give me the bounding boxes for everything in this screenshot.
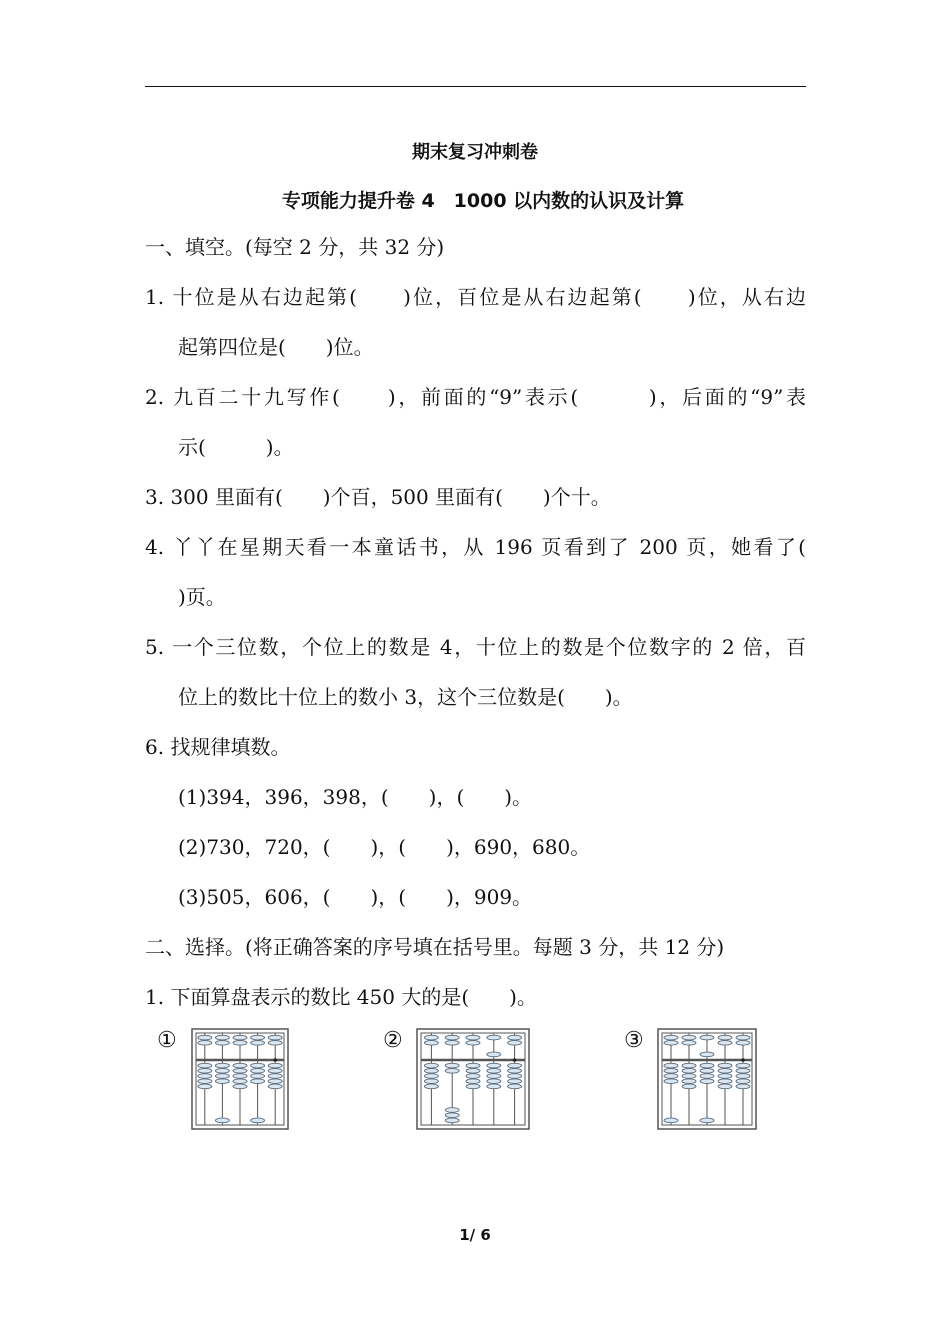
- abacus-bead: [718, 1041, 732, 1046]
- page-title: 期末复习冲刺卷: [412, 142, 538, 163]
- abacus-bead: [508, 1079, 522, 1084]
- abacus-bead: [424, 1035, 438, 1040]
- option-2-label: ②: [383, 1028, 403, 1053]
- abacus-bead: [700, 1074, 714, 1079]
- abacus-bead: [736, 1069, 750, 1074]
- abacus-bead: [700, 1035, 714, 1040]
- abacus-bead: [718, 1063, 732, 1068]
- abacus-bead: [682, 1069, 696, 1074]
- abacus-bead: [736, 1079, 750, 1084]
- option-1-label: ①: [157, 1028, 177, 1053]
- abacus-bead: [251, 1035, 265, 1040]
- q4-line2: )页。: [178, 585, 226, 609]
- abacus-bead: [424, 1041, 438, 1046]
- abacus-bead: [466, 1035, 480, 1040]
- abacus-bead: [508, 1074, 522, 1079]
- abacus-bead: [682, 1079, 696, 1084]
- abacus-bead: [268, 1084, 282, 1089]
- abacus-bead: [445, 1041, 459, 1046]
- abacus-bead: [736, 1074, 750, 1079]
- abacus-bead: [508, 1041, 522, 1046]
- abacus-bead: [445, 1035, 459, 1040]
- abacus-bead: [700, 1118, 714, 1123]
- abacus-bead: [198, 1041, 212, 1046]
- abacus-bead: [268, 1069, 282, 1074]
- abacus-bead: [215, 1041, 229, 1046]
- abacus-bead: [664, 1079, 678, 1084]
- abacus-option-2: [416, 1028, 530, 1130]
- page-number: 1/ 6: [459, 1226, 491, 1244]
- abacus-bead: [198, 1084, 212, 1089]
- abacus-bead: [682, 1084, 696, 1089]
- abacus-bead: [424, 1069, 438, 1074]
- abacus-bead: [424, 1079, 438, 1084]
- abacus-bead: [424, 1084, 438, 1089]
- abacus-bead: [487, 1052, 501, 1057]
- abacus-bead: [718, 1069, 732, 1074]
- abacus-bead: [487, 1074, 501, 1079]
- q5-line2: 位上的数比十位上的数小 3，这个三位数是( )。: [178, 685, 633, 709]
- option-3-label: ③: [624, 1028, 644, 1053]
- q6-sub1: (1)394，396，398，( )，( )。: [178, 785, 533, 809]
- section2-heading: 二、选择。(将正确答案的序号填在括号里。每题 3 分，共 12 分): [145, 935, 725, 959]
- abacus-bead: [682, 1063, 696, 1068]
- abacus-bead: [215, 1079, 229, 1084]
- abacus-bead: [466, 1084, 480, 1089]
- abacus-bead: [700, 1052, 714, 1057]
- abacus-bead: [268, 1079, 282, 1084]
- s2-q1-text: 1. 下面算盘表示的数比 450 大的是( )。: [145, 985, 537, 1009]
- abacus-bead: [664, 1118, 678, 1123]
- abacus-bead: [424, 1074, 438, 1079]
- q1-line1: 1. 十位是从右边起第( )位，百位是从右边起第( )位，从右边: [145, 285, 806, 309]
- abacus-bead: [508, 1069, 522, 1074]
- abacus-bead: [198, 1069, 212, 1074]
- abacus-bead: [508, 1063, 522, 1068]
- abacus-bead: [700, 1063, 714, 1068]
- abacus-bead: [198, 1035, 212, 1040]
- abacus-bead: [718, 1035, 732, 1040]
- abacus-bead: [233, 1079, 247, 1084]
- abacus-bead: [215, 1035, 229, 1040]
- abacus-bead: [466, 1074, 480, 1079]
- abacus-bead: [251, 1069, 265, 1074]
- abacus-bead: [736, 1084, 750, 1089]
- abacus-bead: [215, 1063, 229, 1068]
- abacus-bead: [268, 1063, 282, 1068]
- abacus-bead: [233, 1084, 247, 1089]
- abacus-bead: [487, 1079, 501, 1084]
- abacus-bead: [233, 1074, 247, 1079]
- abacus-bead: [664, 1035, 678, 1040]
- abacus-bead: [445, 1113, 459, 1118]
- abacus-bead: [233, 1041, 247, 1046]
- abacus-bead: [466, 1079, 480, 1084]
- abacus-bead: [215, 1074, 229, 1079]
- abacus-bead: [445, 1118, 459, 1123]
- header-rule: [145, 86, 806, 87]
- abacus-bead: [664, 1063, 678, 1068]
- abacus-bead: [251, 1041, 265, 1046]
- abacus-bead: [424, 1063, 438, 1068]
- q1-line2: 起第四位是( )位。: [178, 335, 374, 359]
- abacus-bead: [700, 1069, 714, 1074]
- abacus-bead: [487, 1063, 501, 1068]
- abacus-bead: [215, 1069, 229, 1074]
- q4-line1: 4. 丫丫在星期天看一本童话书，从 196 页看到了 200 页，她看了(: [145, 535, 806, 559]
- abacus-bead: [718, 1074, 732, 1079]
- abacus-bead: [487, 1069, 501, 1074]
- abacus-bead: [445, 1063, 459, 1068]
- abacus-bead: [268, 1041, 282, 1046]
- abacus-bead: [268, 1074, 282, 1079]
- abacus-bead: [198, 1079, 212, 1084]
- abacus-bead: [664, 1041, 678, 1046]
- section1-heading: 一、填空。(每空 2 分，共 32 分): [145, 235, 445, 259]
- abacus-option-1: [191, 1028, 289, 1130]
- abacus-option-3: [657, 1028, 757, 1130]
- abacus-bead: [268, 1035, 282, 1040]
- abacus-unit-dot: [741, 1058, 745, 1062]
- abacus-bead: [682, 1074, 696, 1079]
- abacus-bead: [718, 1079, 732, 1084]
- abacus-bead: [215, 1118, 229, 1123]
- q2-line1: 2. 九百二十九写作( )，前面的“9”表示( )，后面的“9”表: [145, 385, 806, 409]
- abacus-bead: [466, 1041, 480, 1046]
- abacus-unit-dot: [273, 1058, 277, 1062]
- abacus-unit-dot: [513, 1058, 517, 1062]
- q5-line1: 5. 一个三位数，个位上的数是 4，十位上的数是个位数字的 2 倍，百: [145, 635, 806, 659]
- abacus-bead: [251, 1079, 265, 1084]
- abacus-bead: [487, 1084, 501, 1089]
- abacus-bead: [251, 1118, 265, 1123]
- abacus-bead: [233, 1069, 247, 1074]
- abacus-bead: [251, 1074, 265, 1079]
- abacus-bead: [700, 1079, 714, 1084]
- abacus-bead: [466, 1063, 480, 1068]
- abacus-bead: [736, 1063, 750, 1068]
- abacus-bead: [682, 1041, 696, 1046]
- q6-text: 6. 找规律填数。: [145, 735, 291, 759]
- abacus-bead: [445, 1069, 459, 1074]
- abacus-bead: [736, 1041, 750, 1046]
- q6-sub2: (2)730，720，( )，( )，690，680。: [178, 835, 591, 859]
- abacus-bead: [508, 1035, 522, 1040]
- abacus-bead: [664, 1069, 678, 1074]
- q3-text: 3. 300 里面有( )个百，500 里面有( )个十。: [145, 485, 611, 509]
- q6-sub3: (3)505，606，( )，( )，909。: [178, 885, 533, 909]
- abacus-bead: [508, 1084, 522, 1089]
- abacus-bead: [233, 1063, 247, 1068]
- abacus-bead: [718, 1084, 732, 1089]
- abacus-bead: [487, 1035, 501, 1040]
- abacus-bead: [736, 1035, 750, 1040]
- abacus-bead: [251, 1063, 265, 1068]
- abacus-bead: [233, 1035, 247, 1040]
- q2-line2: 示( )。: [178, 435, 294, 459]
- abacus-bead: [664, 1074, 678, 1079]
- abacus-bead: [445, 1108, 459, 1113]
- abacus-bead: [198, 1063, 212, 1068]
- abacus-bead: [198, 1074, 212, 1079]
- page-subtitle: 专项能力提升卷 4 1000 以内数的认识及计算: [281, 190, 685, 212]
- abacus-bead: [466, 1069, 480, 1074]
- abacus-bead: [682, 1035, 696, 1040]
